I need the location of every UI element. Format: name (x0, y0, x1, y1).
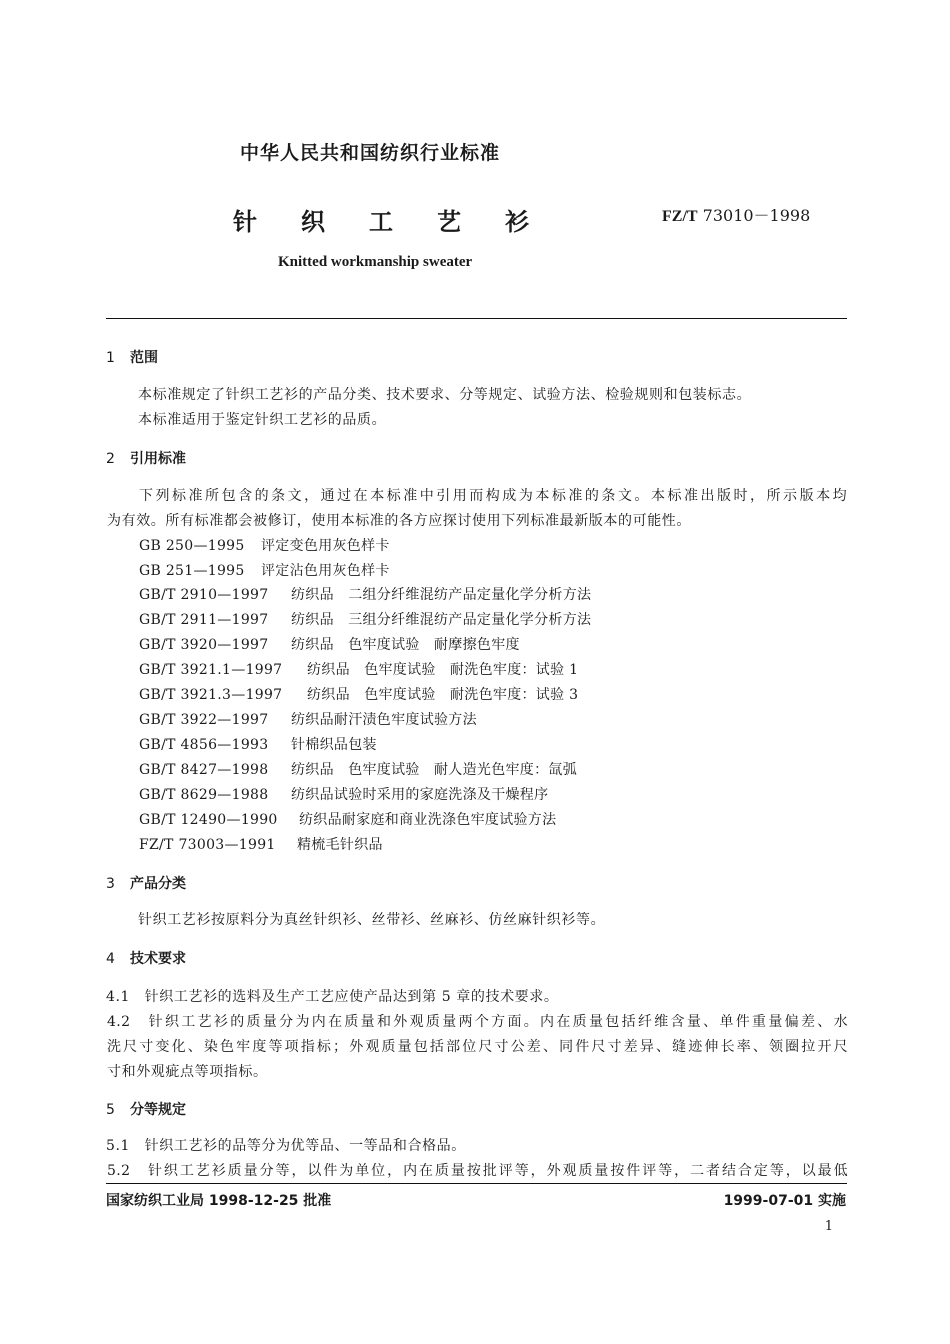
section-4-heading: 4 技术要求 (106, 951, 186, 967)
title-char: 艺 (437, 208, 461, 236)
section-3-heading: 3 产品分类 (106, 876, 186, 892)
effective-date: 1999-07-01 实施 (723, 1193, 846, 1209)
reference-item: GB/T 4856—1993 针棉织品包装 (139, 737, 377, 753)
reference-item: GB 251—1995 评定沾色用灰色样卡 (139, 563, 390, 579)
reference-item: GB/T 3921.1—1997 纺织品 色牢度试验 耐洗色牢度：试验 1 (139, 662, 579, 678)
standard-code (662, 203, 810, 226)
title-char: 织 (301, 208, 325, 236)
clause-4-2-line: 4.2 针织工艺衫的质量分为内在质量和外观质量两个方面。内在质量包括纤维含量、单件重量偏差、水 (107, 1014, 848, 1030)
standard-code-prefix: FZ/T (662, 208, 698, 225)
title-char: 工 (369, 208, 393, 236)
english-title: Knitted workmanship sweater (278, 254, 473, 270)
approval-date: 国家纺织工业局 1998-12-25 批准 (106, 1193, 332, 1209)
reference-item: GB/T 3921.3—1997 纺织品 色牢度试验 耐洗色牢度：试验 3 (139, 687, 579, 703)
paragraph: 下列标准所包含的条文，通过在本标准中引用而构成为本标准的条文。本标准出版时，所示版本均 (139, 488, 847, 504)
clause-5-1: 5.1 针织工艺衫的品等分为优等品、一等品和合格品。 (106, 1138, 466, 1154)
clause-4-2-line: 寸和外观疵点等项指标。 (107, 1064, 268, 1080)
reference-item: GB/T 2910—1997 纺织品 二组分纤维混纺产品定量化学分析方法 (139, 587, 592, 603)
document-title (233, 202, 573, 237)
reference-item: GB/T 3922—1997 纺织品耐汗渍色牢度试验方法 (139, 712, 477, 728)
clause-4-2-line: 洗尺寸变化、染色牢度等项指标；外观质量包括部位尺寸公差、同件尺寸差异、缝迹伸长率、领圈拉开尺 (107, 1039, 848, 1055)
page-number: 1 (824, 1219, 833, 1234)
reference-item: GB 250—1995 评定变色用灰色样卡 (139, 538, 390, 554)
section-2-heading: 2 引用标准 (106, 451, 186, 467)
footer-rule (106, 1183, 847, 1184)
paragraph: 本标准适用于鉴定针织工艺衫的品质。 (138, 412, 387, 428)
clause-4-1: 4.1 针织工艺衫的选料及生产工艺应使产品达到第 5 章的技术要求。 (106, 989, 559, 1005)
standard-category-heading: 中华人民共和国纺织行业标准 (240, 142, 501, 164)
reference-item: GB/T 3920—1997 纺织品 色牢度试验 耐摩擦色牢度 (139, 637, 520, 653)
paragraph: 本标准规定了针织工艺衫的产品分类、技术要求、分等规定、试验方法、检验规则和包装标志。 (138, 387, 752, 403)
reference-item: GB/T 2911—1997 纺织品 三组分纤维混纺产品定量化学分析方法 (139, 612, 592, 628)
reference-item: FZ/T 73003—1991 精梳毛针织品 (139, 837, 383, 853)
reference-item: GB/T 12490—1990 纺织品耐家庭和商业洗涤色牢度试验方法 (139, 812, 557, 828)
standard-code-number: 73010－1998 (702, 206, 811, 225)
reference-item: GB/T 8629—1988 纺织品试验时采用的家庭洗涤及干燥程序 (139, 787, 549, 803)
header-rule (106, 318, 847, 319)
clause-5-2: 5.2 针织工艺衫质量分等，以件为单位，内在质量按批评等，外观质量按件评等，二者结合定等，以最低 (107, 1163, 848, 1179)
section-5-heading: 5 分等规定 (106, 1102, 186, 1118)
title-char: 针 (233, 208, 257, 236)
reference-item: GB/T 8427—1998 纺织品 色牢度试验 耐人造光色牢度：氙弧 (139, 762, 577, 778)
section-1-heading: 1 范围 (106, 350, 158, 366)
paragraph: 针织工艺衫按原料分为真丝针织衫、丝带衫、丝麻衫、仿丝麻针织衫等。 (138, 912, 606, 928)
title-char: 衫 (505, 208, 529, 236)
paragraph: 为有效。所有标准都会被修订，使用本标准的各方应探讨使用下列标准最新版本的可能性。 (107, 513, 691, 529)
